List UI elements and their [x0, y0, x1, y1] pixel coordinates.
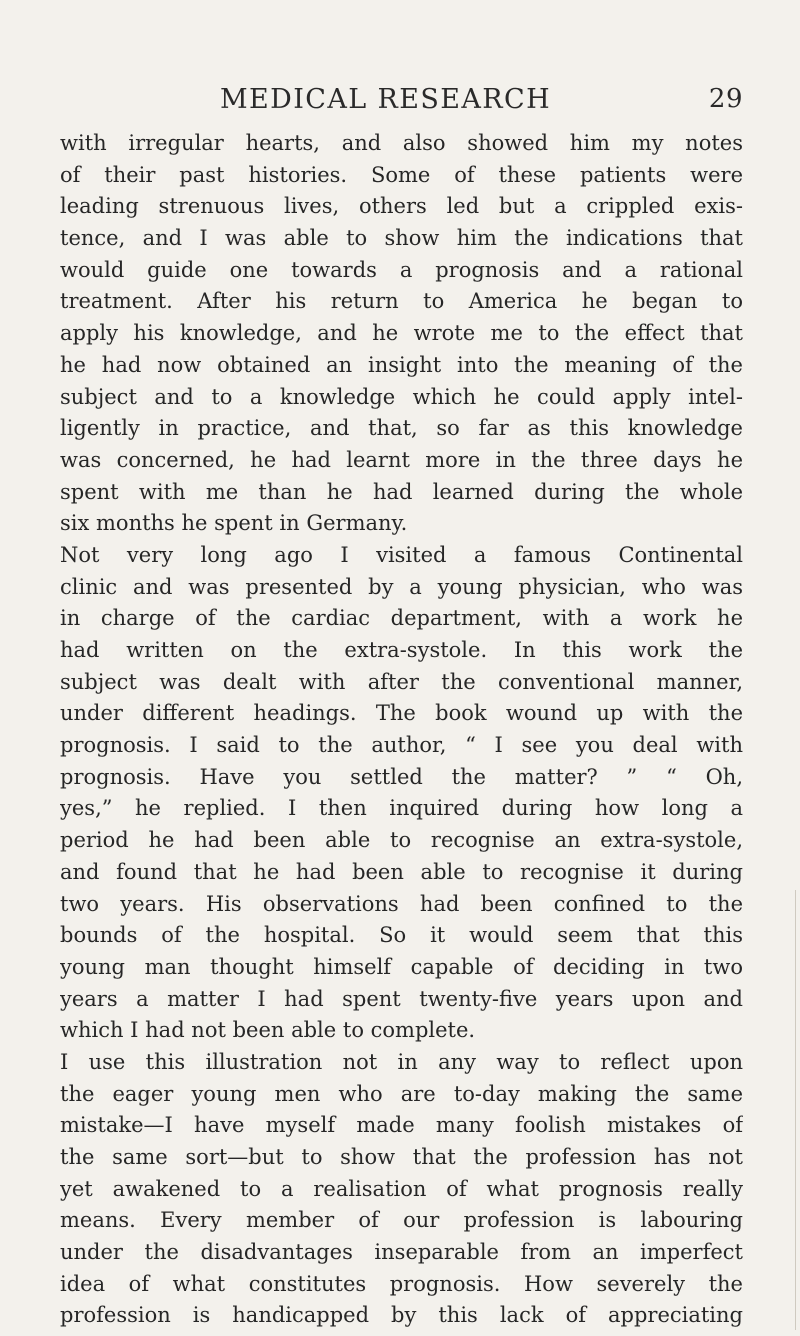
text-line: had written on the extra-systole. In this work the: [60, 638, 743, 662]
page-edge-rule: [795, 890, 796, 1330]
text-line: with irregular hearts, and also showed him my notes: [60, 131, 743, 155]
text-line: profession is handicapped by this lack of appreciating: [60, 1303, 743, 1328]
text-line: means. Every member of our profession is labouring: [60, 1208, 743, 1233]
text-line-paragraph-end: six months he spent in Germany.: [60, 511, 408, 536]
book-page: [60, 84, 743, 1332]
text-line: apply his knowledge, and he wrote me to the effect that: [60, 321, 743, 346]
text-line: subject and to a knowledge which he could apply intel-: [60, 384, 743, 409]
text-line: in charge of the cardiac department, with a work he: [60, 606, 743, 631]
text-line-paragraph-end: which I had not been able to complete.: [60, 1018, 476, 1043]
text-line: was concerned, he had learnt more in the three days he: [60, 447, 743, 472]
running-head-title: MEDICAL RESEARCH: [220, 84, 552, 115]
text-line: prognosis. I said to the author, “ I see you deal with: [60, 733, 743, 758]
text-line: the eager young men who are to-day making the same: [60, 1081, 743, 1106]
page-number: 29: [708, 84, 743, 114]
text-line: under different headings. The book wound up with the: [60, 701, 743, 726]
text-line: treatment. After his return to America he began to: [60, 289, 743, 314]
text-line: under the disadvantages inseparable from an imperfect: [60, 1240, 743, 1265]
text-line: spent with me than he had learned during the whole: [60, 479, 743, 504]
text-line: subject was dealt with after the conventional manner,: [60, 669, 743, 694]
text-line: mistake—I have myself made many foolish mistakes of: [60, 1113, 743, 1138]
text-line: leading strenuous lives, others led but a crippled exis-: [60, 194, 743, 219]
text-line-paragraph-start: I use this illustration not in any way to reflect upon: [60, 1049, 743, 1074]
text-line: he had now obtained an insight into the meaning of the: [60, 352, 743, 377]
text-line: and found that he had been able to recognise it during: [60, 859, 743, 884]
text-line: yes,” he replied. I then inquired during how long a: [60, 796, 743, 821]
text-line-paragraph-start: Not very long ago I visited a famous Continental: [60, 542, 743, 567]
text-line: years a matter I had spent twenty-five years upon and: [60, 986, 743, 1011]
text-line: tence, and I was able to show him the indications that: [60, 226, 743, 251]
text-line: of their past histories. Some of these patients were: [60, 162, 743, 187]
text-line: yet awakened to a realisation of what prognosis really: [60, 1176, 743, 1201]
text-line: young man thought himself capable of deciding in two: [60, 954, 743, 979]
text-line: period he had been able to recognise an extra-systole,: [60, 828, 743, 853]
text-line: the same sort—but to show that the profession has not: [60, 1145, 743, 1169]
text-line: clinic and was presented by a young physician, who was: [60, 574, 743, 599]
text-line: prognosis. Have you settled the matter? ” “ Oh,: [60, 764, 743, 789]
text-line: ligently in practice, and that, so far as this knowledge: [60, 416, 743, 441]
text-line: would guide one towards a prognosis and a rational: [60, 257, 743, 282]
running-head: [60, 84, 743, 128]
body-text: [60, 128, 743, 1332]
text-line: bounds of the hospital. So it would seem that this: [60, 923, 743, 948]
text-line: two years. His observations had been confined to the: [60, 891, 743, 916]
text-line: idea of what constitutes prognosis. How severely the: [60, 1271, 743, 1296]
